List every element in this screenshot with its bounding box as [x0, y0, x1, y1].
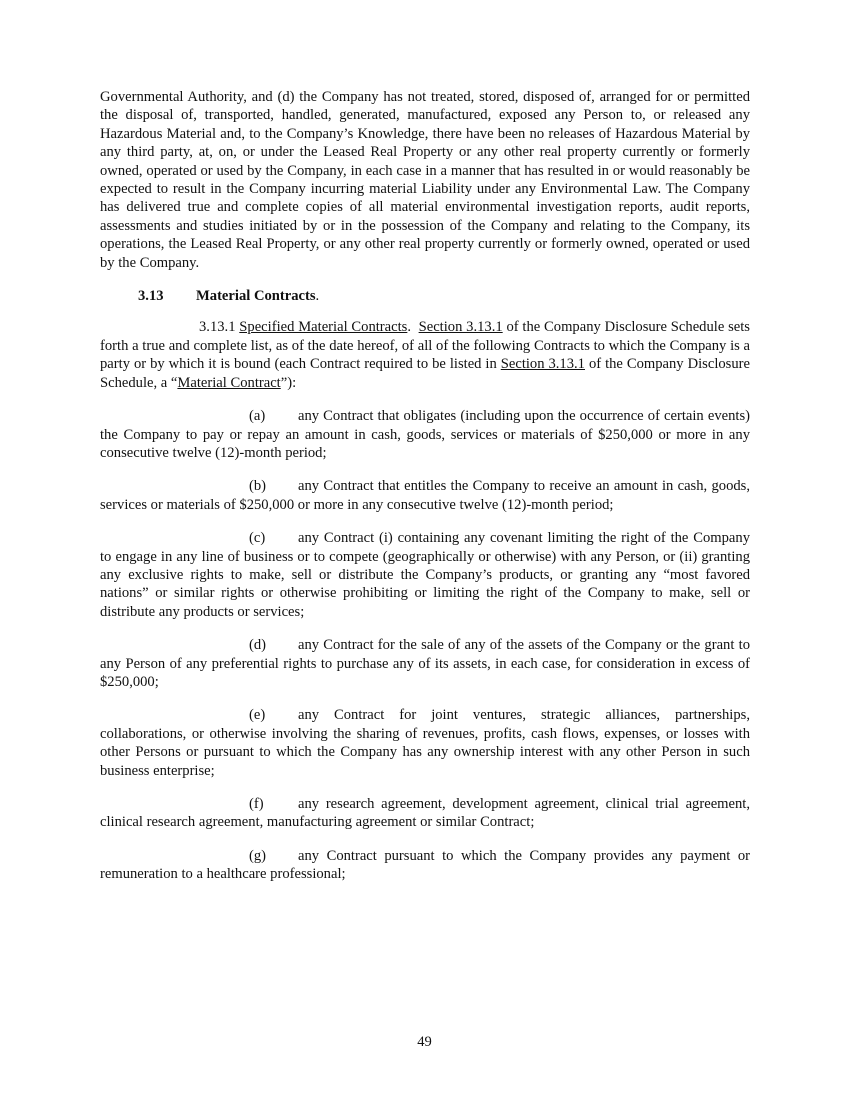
list-item	[100, 477, 750, 514]
list-item	[100, 407, 750, 462]
subsection-text-3: ”):	[280, 374, 297, 391]
list-item	[100, 636, 750, 691]
defined-term: Material Contract	[177, 374, 281, 391]
item-text: any Contract that entitles the Company to receive an amount in cash, goods, services or materials of $250,000 or more in any consecutive twelve (12)-month period;	[100, 478, 750, 513]
item-label: (f)	[249, 796, 264, 812]
section-number: 3.13	[138, 288, 164, 305]
item-text: any Contract (i) containing any covenant limiting the right of the Company to engage in any line of business or to compete (geographically or otherwise) with any Person, or (ii) granting any exclusive rights to make, sell or distribute the Company’s products, or granting any “most favored nations” or similar rights or otherwise prohibiting or limiting the right of the Company to make, sell or distribute any products or services;	[100, 530, 750, 620]
item-label: (a)	[249, 408, 266, 425]
item-text: any research agreement, development agreement, clinical trial agreement, clinical research agreement, manufacturing agreement or similar Contract;	[100, 796, 750, 831]
list-item	[100, 706, 750, 780]
list-item	[100, 847, 750, 884]
intro-paragraph: Governmental Authority, and (d) the Company has not treated, stored, disposed of, arranged for or permitted the disposal of, transported, handled, generated, manufactured, exposed any Person to, or released any Hazardous Material and, to the Company’s Knowledge, there have been no releases of Hazardous Material by any third party, at, on, or under the Leased Real Property or any other real property currently or formerly owned, operated or used by the Company, in each case in a manner that has resulted in or would reasonably be expected to result in the Company incurring material Liability under any Environmental Law. The Company has delivered true and complete copies of all material environmental investigation reports, audit reports, assessments and studies initiated by or in the possession of the Company and relating to the Company, its operations, the Leased Real Property, or any other real property currently or formerly owned, operated or used by the Company.	[100, 89, 750, 271]
item-text: any Contract that obligates (including upon the occurrence of certain events) the Company to pay or repay an amount in cash, goods, services or materials of $250,000 or more in any consecutive twelve (12)-month period;	[100, 408, 750, 461]
item-label: (g)	[249, 847, 267, 864]
section-title-period: .	[315, 288, 320, 305]
subsection-title: Specified Material Contracts	[239, 319, 408, 336]
item-label: (d)	[249, 637, 267, 654]
list-item	[100, 529, 750, 621]
page-number: 49	[417, 1034, 432, 1050]
item-label: (e)	[249, 707, 266, 724]
section-reference: Section 3.13.1	[500, 356, 585, 373]
section-reference: Section 3.13.1	[418, 319, 503, 336]
subsection-number: 3.13.1	[199, 319, 236, 336]
item-text: any Contract for joint ventures, strategic alliances, partnerships, collaborations, or otherwise involving the sharing of revenues, profits, cash flows, expenses, or losses with other Persons or pursuant to which the Company has any ownership interest with any other Person in such business enterprise;	[100, 707, 750, 779]
section-heading	[138, 287, 750, 305]
subsection-title-period: .	[407, 319, 412, 336]
document-page	[100, 88, 750, 899]
subsection-paragraph	[100, 318, 750, 392]
subsection-text-1: of the Company Disclosure Schedule sets forth a true and complete list, as of the date hereof, of all of the following Contracts to which the Company is a party or by which it is bound (each Contract required to be listed in	[100, 319, 750, 373]
item-label: (c)	[249, 530, 266, 547]
item-text: any Contract for the sale of any of the assets of the Company or the grant to any Person of any preferential rights to purchase any of its assets, in each case, for consideration in excess of $250,000;	[100, 637, 750, 690]
item-label: (b)	[249, 478, 267, 495]
subsection-text-2: of the Company Disclosure Schedule, a “	[100, 356, 750, 391]
section-title: Material Contracts	[196, 288, 316, 305]
list-item	[100, 795, 750, 832]
item-text: any Contract pursuant to which the Company provides any payment or remuneration to a healthcare professional;	[100, 847, 750, 883]
